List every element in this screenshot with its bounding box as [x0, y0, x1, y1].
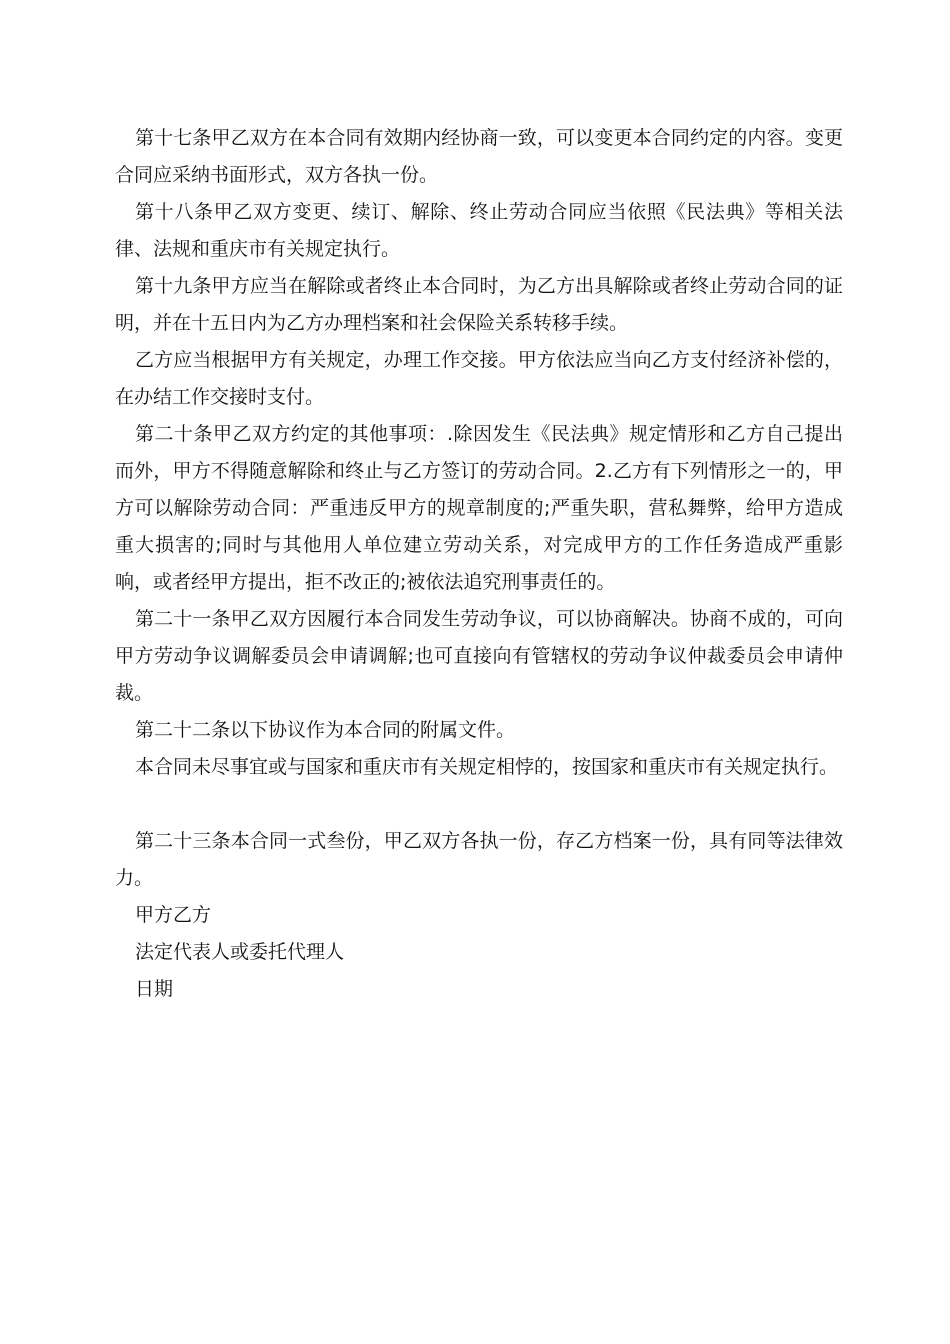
handover-paragraph: 乙方应当根据甲方有关规定，办理工作交接。甲方依法应当向乙方支付经济补偿的，在办结工作交接时支付。	[115, 349, 843, 408]
paragraph-gap	[115, 786, 843, 823]
article-19-paragraph: 第十九条甲方应当在解除或者终止本合同时，为乙方出具解除或者终止劳动合同的证明，并在十五日内为乙方办理档案和社会保险关系转移手续。	[115, 275, 843, 334]
article-20-paragraph: 第二十条甲乙双方约定的其他事项：.除因发生《民法典》规定情形和乙方自己提出而外，甲方不得随意解除和终止与乙方签订的劳动合同。2.乙方有下列情形之一的，甲方可以解除劳动合同：严重违反甲方的规章制度的;严重失职，营私舞弊，给甲方造成重大损害的;同时与其他用人单位建立劳动关系，对完成甲方的工作任务造成严重影响，或者经甲方提出，拒不改正的;被依法追究刑事责任的。	[115, 423, 843, 593]
article-23-paragraph: 第二十三条本合同一式叁份，甲乙双方各执一份，存乙方档案一份，具有同等法律效力。	[115, 830, 843, 889]
date-line: 日期	[135, 978, 174, 1000]
article-21-paragraph: 第二十一条甲乙双方因履行本合同发生劳动争议，可以协商解决。协商不成的，可向甲方劳动争议调解委员会申请调解;也可直接向有管辖权的劳动争议仲裁委员会申请仲裁。	[115, 608, 843, 704]
legal-representative-line: 法定代表人或委托代理人	[135, 941, 345, 963]
article-17-paragraph: 第十七条甲乙双方在本合同有效期内经协商一致，可以变更本合同约定的内容。变更合同应采纳书面形式，双方各执一份。	[115, 127, 843, 186]
supplementary-paragraph: 本合同未尽事宜或与国家和重庆市有关规定相悖的，按国家和重庆市有关规定执行。	[135, 756, 839, 778]
document-body	[115, 120, 843, 1008]
article-18-paragraph: 第十八条甲乙双方变更、续订、解除、终止劳动合同应当依照《民法典》等相关法律、法规和重庆市有关规定执行。	[115, 201, 843, 260]
party-a-party-b-line: 甲方乙方	[135, 904, 212, 926]
article-22-paragraph: 第二十二条以下协议作为本合同的附属文件。	[135, 719, 516, 741]
